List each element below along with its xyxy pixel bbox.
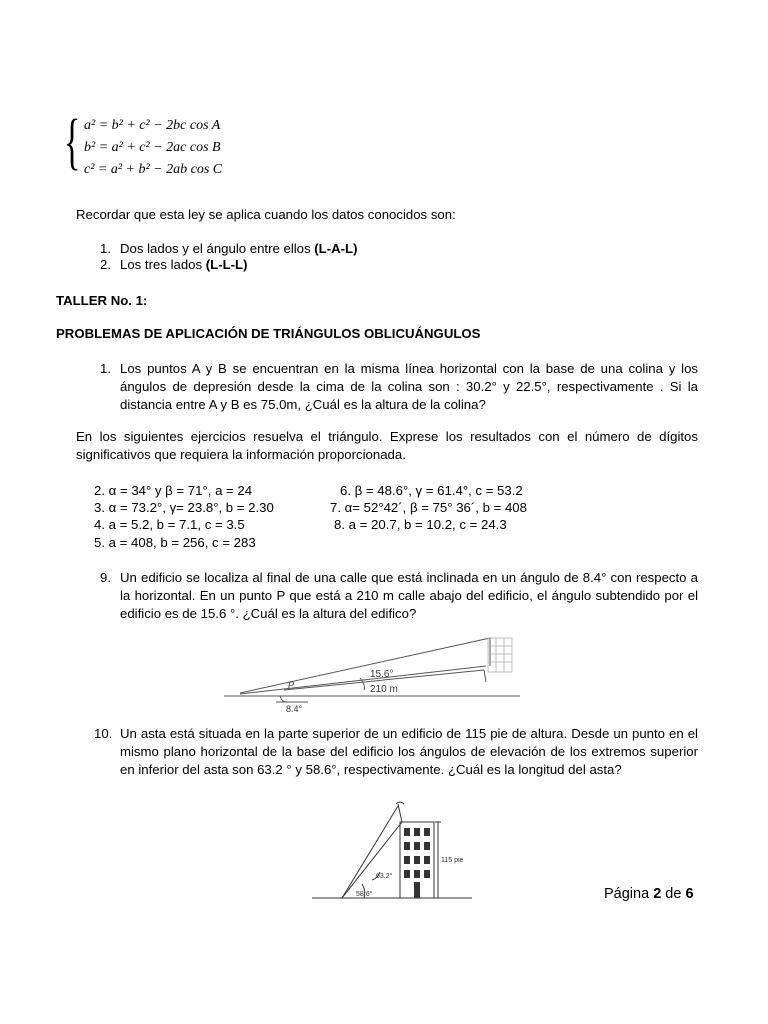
page-footer: Página 2 de 6 [604,886,694,902]
formula-3: c² = a² + b² − 2ab cos C [84,162,223,177]
condition-number: 1. [100,241,111,256]
figure-10-angle-upper: 63.2° [376,873,393,880]
condition-number: 2. [100,257,111,272]
figure-9-point: P [288,680,295,690]
total-pages: 6 [685,886,694,902]
intro-text: Recordar que esta ley se aplica cuando los datos conocidos son: [76,207,456,222]
figure-10-height: 115 pie [441,857,464,864]
figure-9-diagram [220,630,520,715]
problem-9-text: Un edificio se localiza al final de una calle que está inclinada en un ángulo de 8.4° con respecto a la horizontal. En un punto P que está a 210 m calle abajo del edificio, el ángulo subtendido por el edificio es de 15.6 °. ¿Cuál es la altura del edifico? [120,570,698,621]
exercise-4: 4. a = 5.2, b = 7.1, c = 3.5 [94,517,245,532]
exercise-2: 2. α = 34° y β = 71°, a = 24 [94,483,253,498]
problem-10-number: 10. [94,726,113,741]
current-page: 2 [653,886,662,902]
system-brace: { [64,108,81,176]
condition-item [100,256,111,274]
problem-10-text: Un asta está situada en la parte superior de un edificio de 115 pie de altura. Desde un punto en el mismo plano horizontal de la base del edificio los ángulos de elevación de los extremos superior en inferior del asta son 63.2 ° y 58.6°, respectivamente. ¿Cuál es la longitud del asta? [120,726,698,777]
figure-9-angle-bottom: 8.4° [286,704,303,714]
figure-10-angle-lower: 58.6° [356,891,373,898]
exercise-5: 5. a = 408, b = 256, c = 283 [94,535,256,550]
exercise-3: 3. α = 73.2°, γ= 23.8°, b = 2.30 [94,500,274,515]
condition-text: Los tres lados (L-L-L) [120,257,248,272]
exercise-8: 8. a = 20.7, b = 10.2, c = 24.3 [334,517,507,532]
instructions-text: En los siguientes ejercicios resuelva el triángulo. Exprese los resultados con el número de dígitos significativos que requiera la información proporcionada. [76,429,698,462]
problem-1-number: 1. [100,361,111,376]
section-title: PROBLEMAS DE APLICACIÓN DE TRIÁNGULOS OBLICUÁNGULOS [56,326,481,341]
condition-text: Dos lados y el ángulo entre ellos (L-A-L) [120,241,358,256]
problem-9-number: 9. [100,570,111,585]
formula-1: a² = b² + c² − 2bc cos A [84,118,221,133]
taller-title: TALLER No. 1: [56,293,148,308]
exercise-7: 7. α= 52°42´, β = 75° 36´, b = 408 [330,500,527,515]
formula-2: b² = a² + c² − 2ac cos B [84,140,221,155]
figure-10-diagram [312,800,472,902]
exercise-6: 6. β = 48.6°, γ = 61.4°, c = 53.2 [340,483,523,498]
figure-9-distance: 210 m [370,684,398,695]
problem-1-text: Los puntos A y B se encuentran en la misma línea horizontal con la base de una colina y los ángulos de depresión desde la cima de la colina son : 30.2° y 22.5°, respectivamente . Si la distancia entre A y B es 75.0m, ¿Cuál es la altura de la colina? [120,361,698,412]
figure-9-angle-top: 15.6° [370,669,394,680]
